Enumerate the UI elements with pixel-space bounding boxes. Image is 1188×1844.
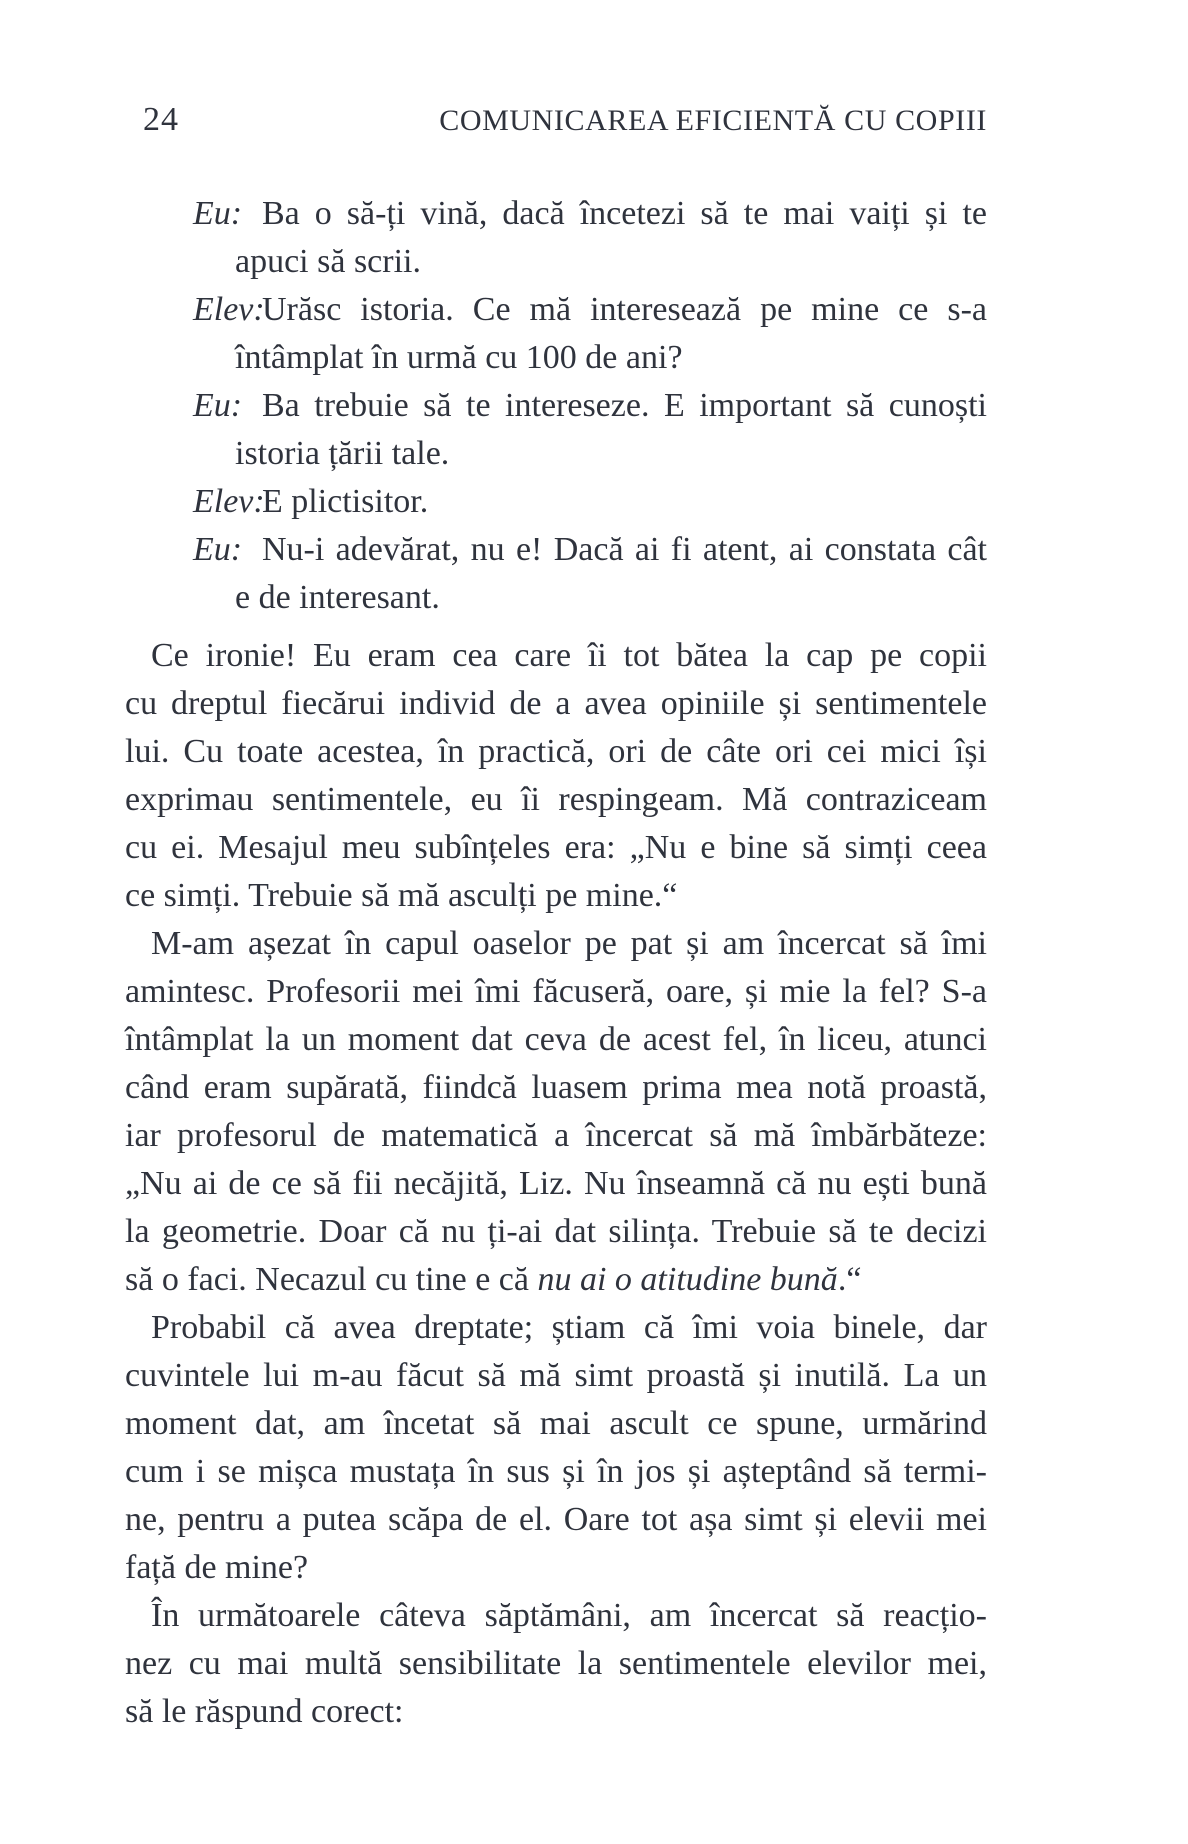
italic-text-segment: nu ai o atitudine bună bbox=[537, 1261, 838, 1298]
paragraph-line: Probabil că avea dreptate; știam că îmi voia binele, dar bbox=[151, 1309, 987, 1346]
dialogue-line: apuci să scrii. bbox=[235, 243, 421, 280]
paragraph-line: la geometrie. Doar că nu ți-ai dat silința. Trebuie să te decizi bbox=[125, 1213, 987, 1250]
paragraph-line: față de mine? bbox=[125, 1549, 309, 1586]
text-segment: .“ bbox=[837, 1261, 862, 1298]
paragraph-line: ce simți. Trebuie să mă asculți pe mine.“ bbox=[125, 877, 678, 914]
paragraph bbox=[125, 1304, 987, 1592]
speaker-label: Elev: bbox=[193, 291, 265, 328]
dialogue-line: Ba trebuie să te intereseze. E important să cunoști bbox=[262, 387, 987, 424]
dialogue-line: Urăsc istoria. Ce mă interesează pe mine ce s-a bbox=[262, 291, 987, 328]
dialogue-text bbox=[235, 526, 987, 622]
paragraph-line: Ce ironie! Eu eram cea care îi tot bătea la cap pe copii bbox=[151, 637, 987, 674]
dialogue-text bbox=[235, 478, 987, 526]
paragraph-line: M-am așezat în capul oaselor pe pat și am încercat să îmi bbox=[151, 925, 987, 962]
dialogue-entry bbox=[125, 478, 987, 526]
page-number: 24 bbox=[143, 101, 179, 138]
dialogue-line: E plictisitor. bbox=[262, 483, 429, 520]
paragraph-line: cuvintele lui m-au făcut să mă simt proastă și inutilă. La un bbox=[125, 1357, 987, 1394]
speaker-label: Eu: bbox=[193, 195, 243, 232]
paragraph bbox=[125, 920, 987, 1304]
dialogue-text bbox=[235, 190, 987, 286]
dialogue-block bbox=[125, 190, 987, 622]
dialogue-line: întâmplat în urmă cu 100 de ani? bbox=[235, 339, 683, 376]
paragraph-line: amintesc. Profesorii mei îmi făcuseră, oare, și mie la fel? S-a bbox=[125, 973, 987, 1010]
body-paragraphs bbox=[125, 632, 987, 1736]
paragraph-line: moment dat, am încetat să mai ascult ce spune, urmărind bbox=[125, 1405, 987, 1442]
paragraph-line: să le răspund corect: bbox=[125, 1693, 404, 1730]
speaker-label: Eu: bbox=[193, 531, 243, 568]
paragraph-line: ne, pentru a putea scăpa de el. Oare tot așa simt și elevii mei bbox=[125, 1501, 987, 1538]
dialogue-entry bbox=[125, 382, 987, 478]
page-header bbox=[125, 101, 987, 139]
speaker-label: Eu: bbox=[193, 387, 243, 424]
dialogue-text bbox=[235, 286, 987, 382]
dialogue-entry bbox=[125, 526, 987, 622]
text-segment: să o faci. Necazul cu tine e că bbox=[125, 1261, 538, 1298]
dialogue-line: istoria țării tale. bbox=[235, 435, 450, 472]
paragraph-line: exprimau sentimentele, eu îi respingeam. Mă contraziceam bbox=[125, 781, 987, 818]
paragraph-line: „Nu ai de ce să fii necăjită, Liz. Nu înseamnă că nu ești bună bbox=[125, 1165, 987, 1202]
speaker-label: Elev: bbox=[193, 483, 265, 520]
dialogue-line: e de interesant. bbox=[235, 579, 440, 616]
dialogue-line: Ba o să-ți vină, dacă încetezi să te mai vaiți și te bbox=[262, 195, 987, 232]
paragraph-line: lui. Cu toate acestea, în practică, ori de câte ori cei mici își bbox=[125, 733, 987, 770]
paragraph-line: cu dreptul fiecărui individ de a avea opiniile și sentimentele bbox=[125, 685, 987, 722]
dialogue-line: Nu-i adevărat, nu e! Dacă ai fi atent, ai constata cât bbox=[262, 531, 987, 568]
paragraph-line bbox=[125, 1256, 987, 1304]
paragraph-line: nez cu mai multă sensibilitate la sentimentele elevilor mei, bbox=[125, 1645, 987, 1682]
dialogue-entry bbox=[125, 286, 987, 382]
dialogue-text bbox=[235, 382, 987, 478]
paragraph-line: În următoarele câteva săptămâni, am încercat să reacțio- bbox=[151, 1597, 987, 1634]
paragraph bbox=[125, 1592, 987, 1736]
page-content bbox=[125, 190, 987, 1736]
running-title: COMUNICAREA EFICIENTĂ CU COPIII bbox=[439, 104, 987, 137]
paragraph-line: iar profesorul de matematică a încercat să mă îmbărbăteze: bbox=[125, 1117, 987, 1154]
paragraph-line: cu ei. Mesajul meu subînțeles era: „Nu e bine să simți ceea bbox=[125, 829, 987, 866]
paragraph-line: întâmplat la un moment dat ceva de acest fel, în liceu, atunci bbox=[125, 1021, 987, 1058]
paragraph-line: când eram supărată, fiindcă luasem prima mea notă proastă, bbox=[125, 1069, 987, 1106]
dialogue-entry bbox=[125, 190, 987, 286]
paragraph bbox=[125, 632, 987, 920]
paragraph-line: cum i se mișca mustața în sus și în jos și așteptând să termi- bbox=[125, 1453, 987, 1490]
